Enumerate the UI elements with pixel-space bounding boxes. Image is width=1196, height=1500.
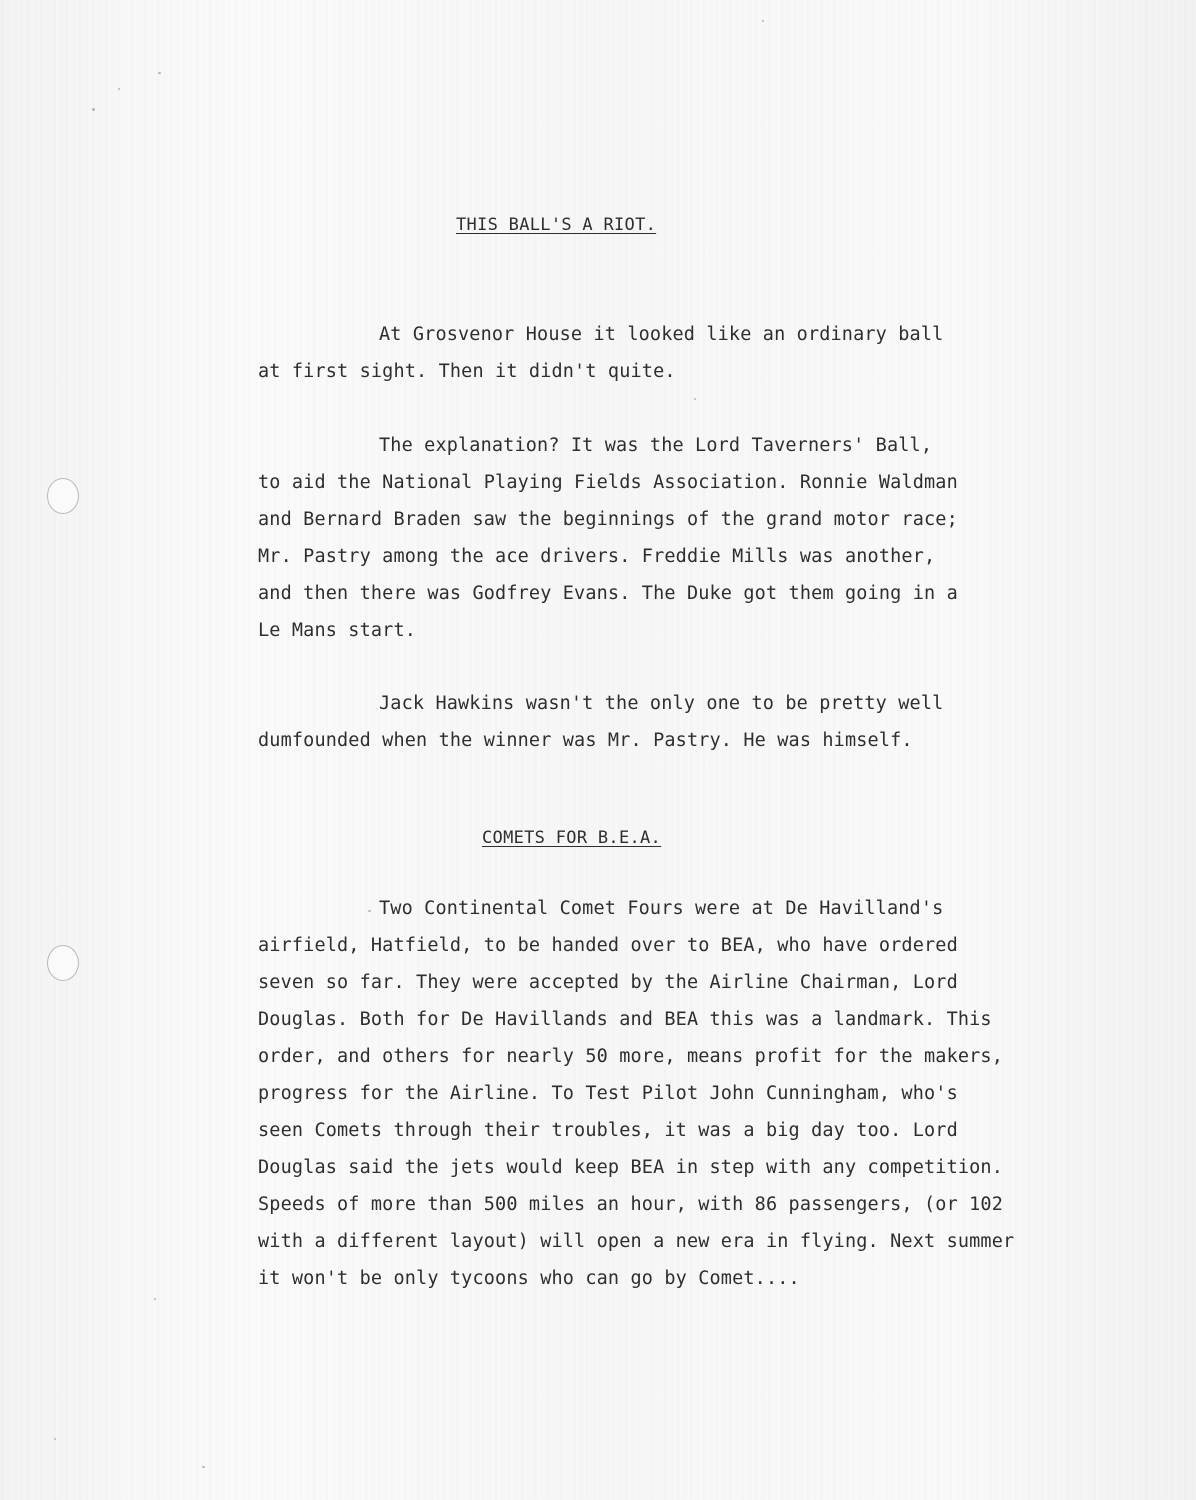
paper-speck: [92, 108, 95, 111]
text-line: Speeds of more than 500 miles an hour, with 86 passengers, (or 102: [258, 1194, 1004, 1215]
text-line: Douglas said the jets would keep BEA in step with any competition.: [258, 1157, 1004, 1178]
text-line: order, and others for nearly 50 more, means profit for the makers,: [258, 1046, 1004, 1067]
text-line: Jack Hawkins wasn't the only one to be pretty well: [379, 693, 944, 714]
text-line: and then there was Godfrey Evans. The Duke got them going in a: [258, 583, 958, 604]
punch-hole-lower: [47, 945, 79, 981]
text-line: to aid the National Playing Fields Association. Ronnie Waldman: [258, 472, 958, 493]
text-line: seven so far. They were accepted by the Airline Chairman, Lord: [258, 972, 958, 993]
text-line: At Grosvenor House it looked like an ordinary ball: [379, 324, 944, 345]
paper-speck: [154, 1298, 156, 1300]
ball-paragraph-1: [258, 316, 943, 390]
punch-hole-upper: [47, 478, 79, 514]
paper-speck: [694, 398, 696, 400]
section-heading-comets: COMETS FOR B.E.A.: [482, 828, 662, 848]
text-line: Two Continental Comet Fours were at De Havilland's: [379, 898, 944, 919]
section-heading-ball: THIS BALL'S A RIOT.: [456, 215, 657, 235]
text-line: at first sight. Then it didn't quite.: [258, 361, 676, 382]
text-line: and Bernard Braden saw the beginnings of the grand motor race;: [258, 509, 958, 530]
paper-speck: [54, 1438, 56, 1440]
text-line: it won't be only tycoons who can go by Comet....: [258, 1268, 800, 1289]
text-line: Le Mans start.: [258, 620, 417, 641]
text-line: airfield, Hatfield, to be handed over to BEA, who have ordered: [258, 935, 958, 956]
ball-paragraph-3: [258, 685, 943, 759]
text-line: The explanation? It was the Lord Taverners' Ball,: [379, 435, 933, 456]
text-line: seen Comets through their troubles, it was a big day too. Lord: [258, 1120, 958, 1141]
ball-paragraph-2: [258, 427, 958, 649]
text-line: progress for the Airline. To Test Pilot John Cunningham, who's: [258, 1083, 958, 1104]
text-line: Mr. Pastry among the ace drivers. Freddie Mills was another,: [258, 546, 936, 567]
paper-speck: [158, 72, 161, 74]
text-line: with a different layout) will open a new era in flying. Next summer: [258, 1231, 1015, 1252]
text-line: dumfounded when the winner was Mr. Pastry. He was himself.: [258, 730, 913, 751]
comets-paragraph-1: [258, 890, 1014, 1297]
text-line: Douglas. Both for De Havillands and BEA this was a landmark. This: [258, 1009, 992, 1030]
paper-speck: [118, 88, 120, 90]
paper-speck: [202, 1466, 205, 1468]
paper-speck: [762, 20, 764, 22]
